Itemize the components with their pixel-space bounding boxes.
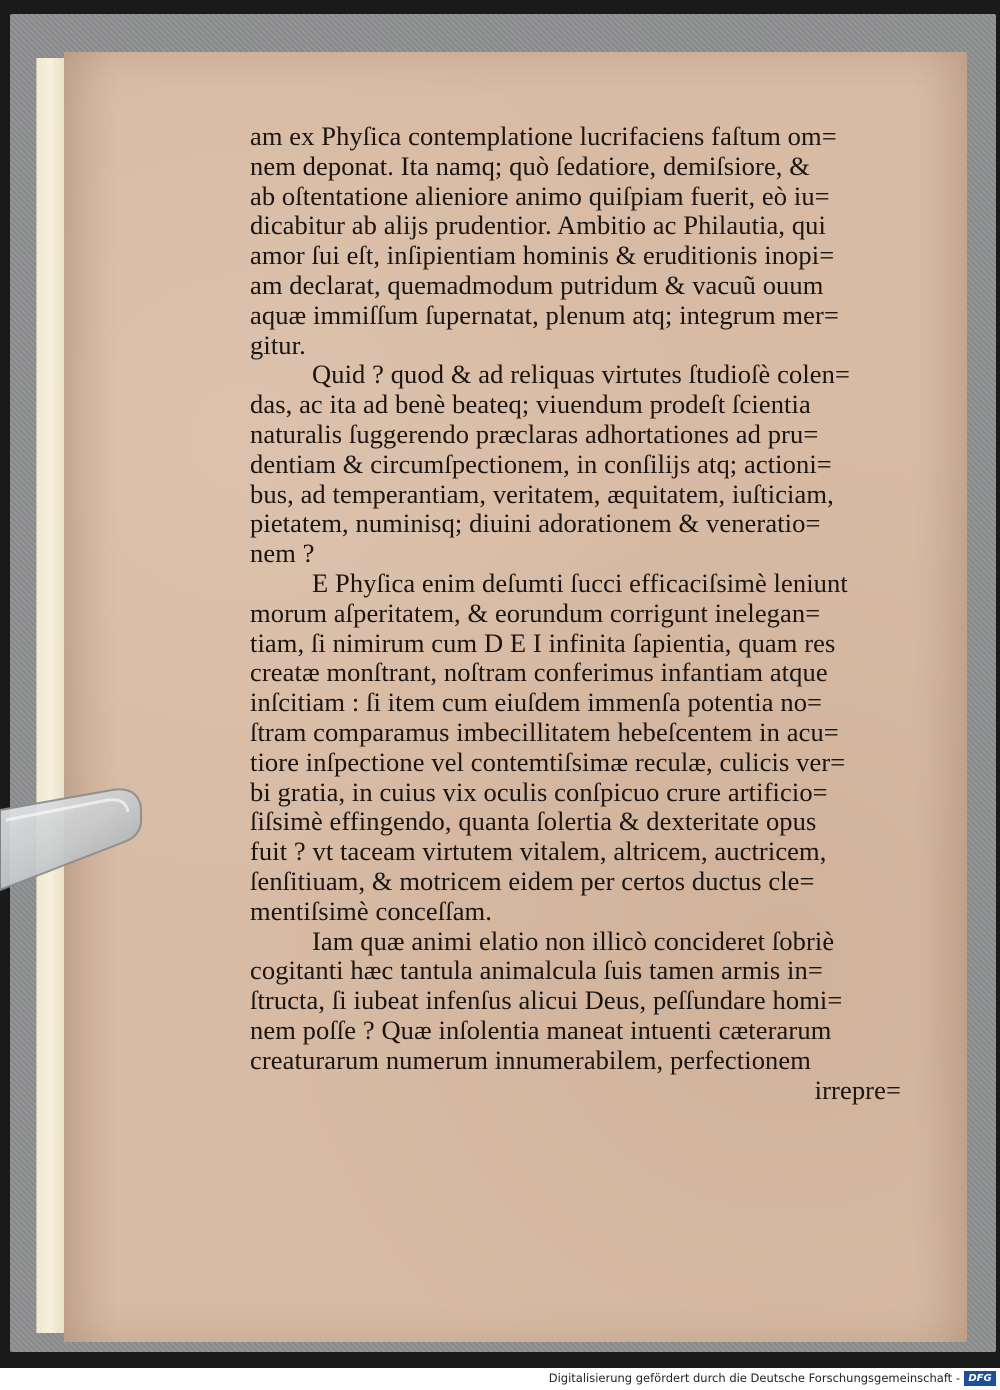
text-line: dentiam & circumſpectionem, in conſilijs atq; actioni= [250, 448, 832, 479]
text-line: ab oſtentatione alieniore animo quiſpiam fuerit, eò iu= [250, 180, 830, 211]
text-line: amor ſui eſt, inſipientiam hominis & eruditionis inopi= [250, 240, 835, 271]
dfg-logo: DFG [964, 1371, 996, 1386]
funding-credit: Digitalisierung gefördert durch die Deutsche Forschungsgemeinschaft - [548, 1371, 960, 1385]
text-line: tiore inſpectione vel contemtiſsimæ reculæ, culicis ver= [250, 746, 846, 777]
text-line-paragraph-start: Quid ? quod & ad reliquas virtutes ſtudioſè colen= [312, 359, 851, 390]
text-line: nem poſſe ? Quæ inſolentia maneat intuenti cæterarum [250, 1014, 832, 1045]
text-line: creaturarum numerum innumerabilem, perfectionem [250, 1044, 811, 1075]
text-line: ſtructa, ſi iubeat infenſus alicui Deus, peſſundare homi= [250, 985, 843, 1016]
text-line: naturalis ſuggerendo præclaras adhortationes ad pru= [250, 418, 819, 449]
text-line: pietatem, numinisq; diuini adorationem & veneratio= [250, 508, 821, 539]
footer [0, 1368, 1000, 1390]
text-line: tiam, ſi nimirum cum D E I infinita ſapientia, quam res [250, 627, 836, 658]
text-line: ſtram comparamus imbecillitatem hebeſcentem in acu= [250, 716, 839, 747]
text-line: morum aſperitatem, & eorundum corrigunt inelegan= [250, 597, 821, 628]
text-line: am declarat, quemadmodum putridum & vacuũ ouum [250, 269, 824, 300]
text-line: ſiſsimè effingendo, quanta ſolertia & dexteritate opus [250, 806, 817, 837]
text-line: fuit ? vt taceam virtutem vitalem, altricem, auctricem, [250, 836, 827, 867]
page-clip [0, 782, 145, 898]
page-clip-icon [0, 782, 145, 898]
text-line: inſcitiam : ſi item cum eiuſdem immenſa potentia no= [250, 687, 823, 718]
text-line: nem ? [250, 538, 315, 569]
text-line: aquæ immiſſum ſupernatat, plenum atq; integrum mer= [250, 299, 839, 330]
text-line: bus, ad temperantiam, veritatem, æquitatem, iuſticiam, [250, 478, 834, 509]
text-line: am ex Phyſica contemplatione lucrifaciens faſtum om= [250, 121, 837, 151]
text-line-paragraph-start: Iam quæ animi elatio non illicò concideret ſobriè [312, 925, 835, 956]
text-line: das, ac ita ad benè beateq; viuendum prodeſt ſcientia [250, 389, 811, 420]
text-line: nem deponat. Ita namq; quò ſedatiore, demiſsiore, & [250, 150, 810, 181]
catchword: irrepre= [814, 1074, 901, 1105]
text-block [250, 122, 915, 1105]
text-line: bi gratia, in cuius vix oculis conſpicuo crure artificio= [250, 776, 828, 807]
text-line: cogitanti hæc tantula animalcula ſuis tamen armis in= [250, 955, 823, 986]
text-line: gitur. [250, 329, 306, 360]
text-line: creatæ monſtrant, noſtram conferimus infantiam atque [250, 657, 828, 688]
text-line: dicabitur ab alijs prudentior. Ambitio ac Philautia, qui [250, 210, 826, 241]
text-line-paragraph-start: E Phyſica enim deſumti ſucci efficaciſsimè leniunt [312, 567, 848, 598]
text-line: ſenſitiuam, & motricem eidem per certos ductus cle= [250, 865, 815, 896]
text-line: mentiſsimè conceſſam. [250, 895, 492, 926]
